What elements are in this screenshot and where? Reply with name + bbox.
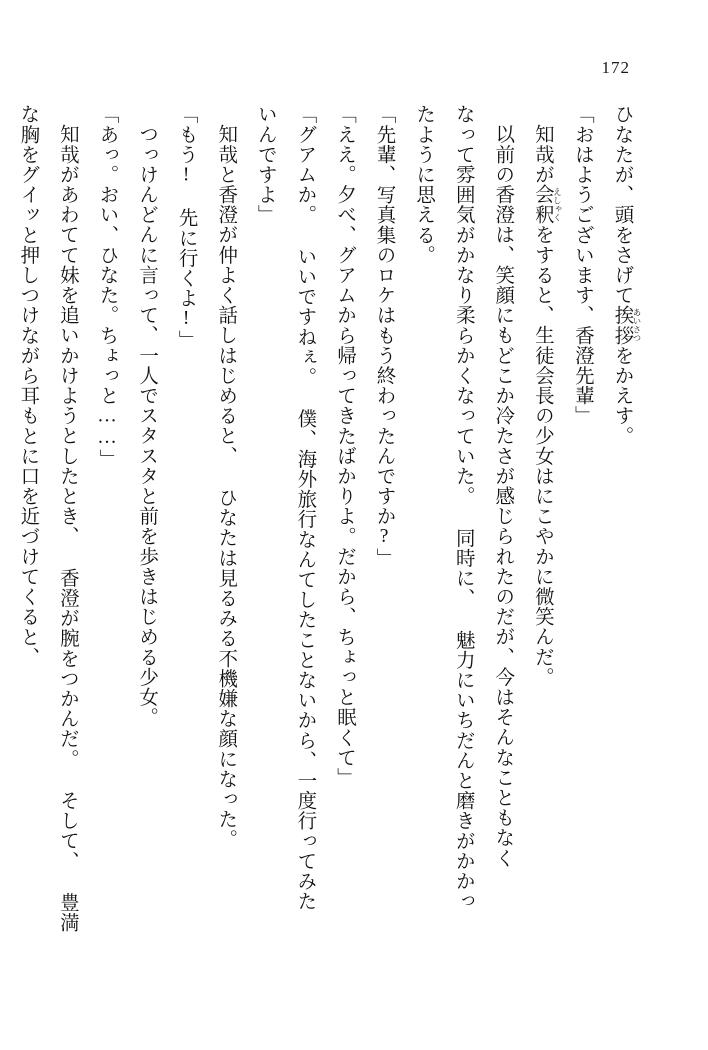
paragraph: な胸をグイッと押しつけながら耳もとに口を近づけてくると、 bbox=[17, 104, 39, 667]
paragraph: 知哉と香澄が仲よく話しはじめると、 ひなたは見るみる不機嫌な顔になった。 bbox=[215, 124, 237, 850]
paragraph: つっけんどんに言って、一人でスタスタと前を歩きはじめる少女。 bbox=[136, 124, 158, 727]
paragraph: 知哉があわてて妹を追いかけようとしたとき、 香澄が腕をつかんだ。 そして、 豊満 bbox=[56, 124, 78, 933]
paragraph: 以前の香澄は、笑顔にもどこか冷たさが感じられたのだが、今はそんなこともなく bbox=[492, 124, 514, 868]
paragraph: 「先輩、写真集のロケはもう終わったんですか?」 bbox=[373, 104, 395, 568]
paragraph: なって雰囲気がかなり柔らかくなっていた。 同時に、 魅力にいちだんと磨きがかかっ bbox=[452, 104, 474, 911]
ruby-reading: えしゃく bbox=[552, 184, 563, 225]
ruby-aisatsu: 挨拶 あいさつ bbox=[611, 305, 642, 346]
page-number: 172 bbox=[601, 58, 630, 77]
paragraph: 知哉が会釈 えしゃくをすると、生徒会長の少女はにこやかに微笑んだ。 bbox=[531, 124, 563, 687]
paragraph: いんですよ」 bbox=[254, 104, 276, 225]
paragraph: 「グアムか。 いいですねぇ。 僕、海外旅行なんてしたことないから、一度行ってみた bbox=[294, 104, 316, 911]
paragraph: 「おはようございます、香澄先輩」 bbox=[571, 104, 593, 426]
paragraph: たように思える。 bbox=[413, 104, 435, 265]
paragraph: 「あっ。おい、ひなた。ちょっと……」 bbox=[96, 104, 118, 469]
paragraph: 「もう! 先に行くよ!」 bbox=[175, 104, 197, 350]
ruby-reading: あいさつ bbox=[632, 305, 642, 346]
ruby-eshaku: 会釈 えしゃく bbox=[531, 184, 563, 225]
paragraph: 「ええ。夕べ、グアムから帰ってきたばかりよ。だから、ちょっと眠くて」 bbox=[333, 104, 355, 788]
vertical-body-text bbox=[17, 104, 642, 966]
paragraph: ひなたが、頭をさげて挨拶 あいさつをかえす。 bbox=[611, 104, 642, 446]
